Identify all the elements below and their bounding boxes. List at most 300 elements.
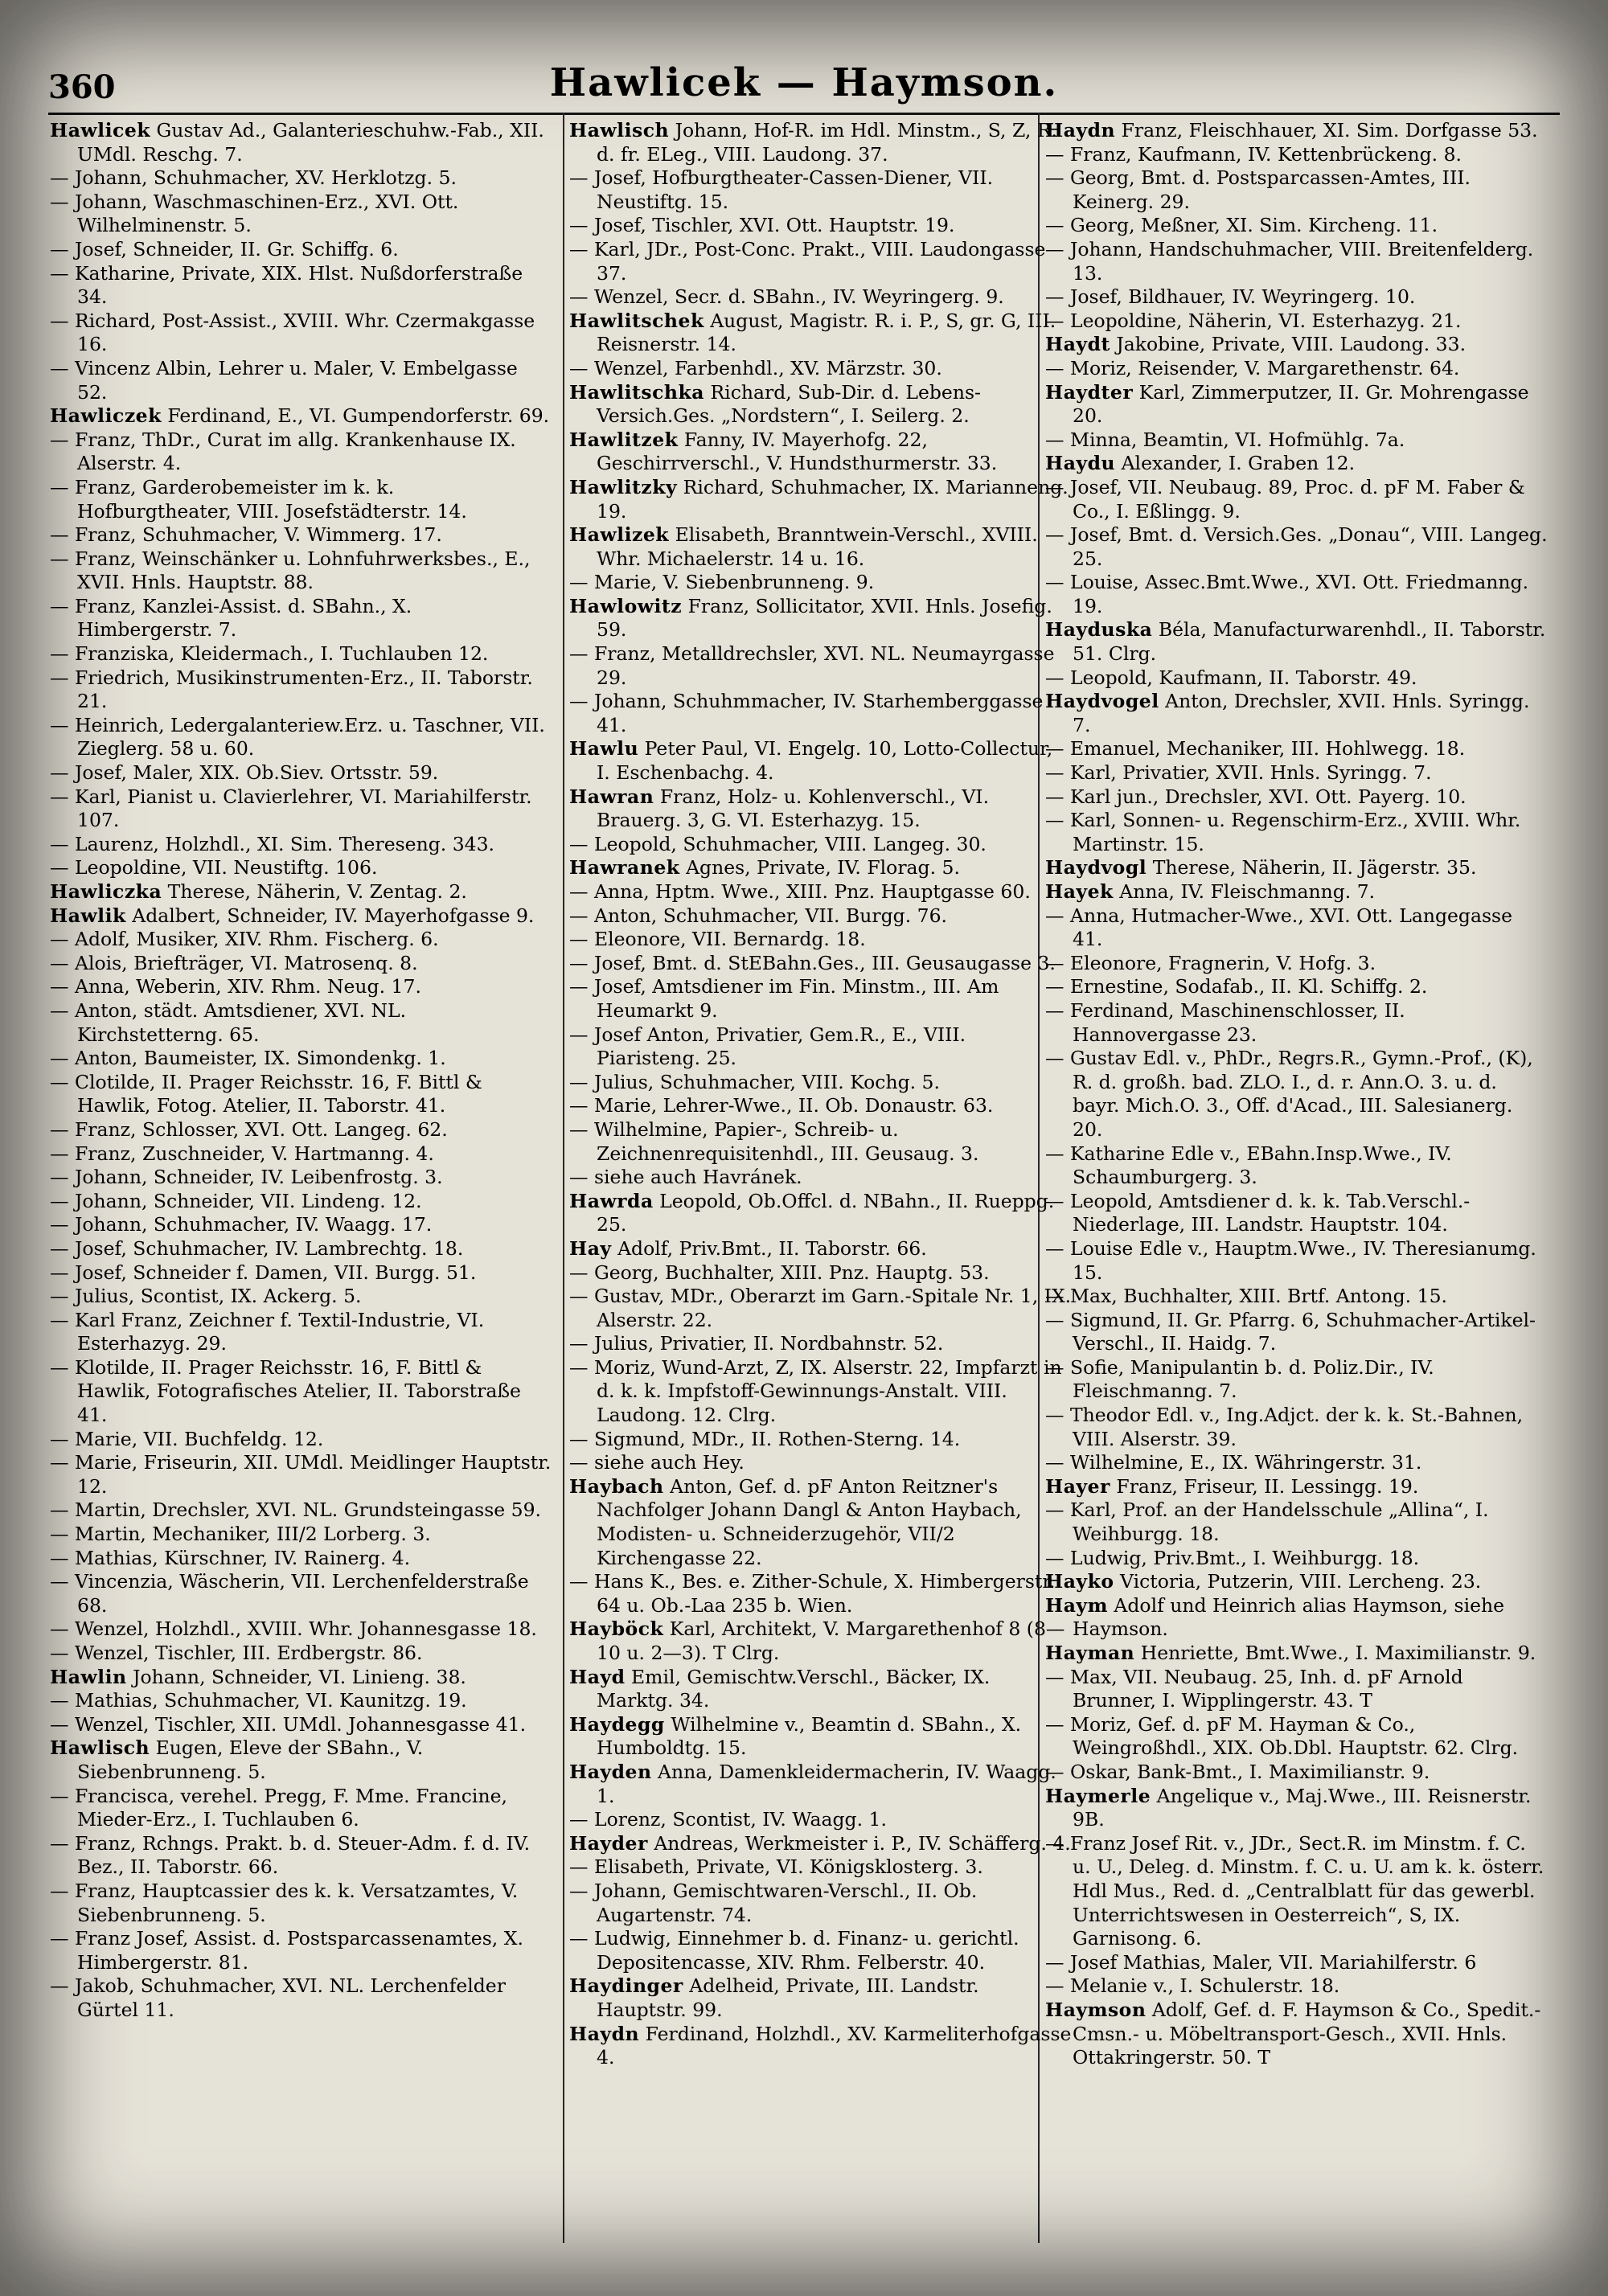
entry-text: — Karl, Sonnen- u. Regenschirm-Erz., XVIII. Whr. Martinstr. 15. [1045,809,1521,855]
entry-text: Jakobine, Private, VIII. Laudong. 33. [1110,333,1466,356]
entry-text: — Johann, Handschuhmacher, VIII. Breitenfelderg. 13. [1045,237,1534,285]
directory-entry [1045,333,1548,357]
entry-surname: Haydn [1045,119,1116,141]
entry-text: — Sofie, Manipulantin b. d. Poliz.Dir., IV. Fleischmanng. 7. [1045,1355,1434,1403]
entry-text: — Sigmund, MDr., II. Rothen-Sterng. 14. [569,1427,961,1450]
directory-entry [1045,1190,1548,1237]
entry-text: — Wenzel, Secr. d. SBahn., IV. Weyringerg. 9. [569,285,1004,309]
entry-text: — Franz, Weinschänker u. Lohnfuhrwerksbes., E., XVII. Hnls. Hauptstr. 88. [50,547,531,594]
entry-text: — Julius, Schuhmacher, VIII. Kochg. 5. [569,1070,940,1093]
directory-entry [50,880,552,904]
entry-text: — Clotilde, II. Prager Reichsstr. 16, F. Bittl & Hawlik, Fotog. Atelier, II. Taborstr. 41. [50,1070,482,1117]
entry-text: — Franz, Kanzlei-Assist. d. SBahn., X. Himbergerstr. 7. [50,594,412,642]
entry-surname: Hawlowitz [569,594,683,617]
directory-entry [569,1880,1072,1927]
directory-entry [1045,119,1548,143]
entry-text: Anton, Drechsler, XVII. Hnls. Syringg. 7. [1073,690,1530,736]
directory-entry [1045,1832,1548,1951]
entry-surname: Haydegg [569,1712,665,1736]
entry-surname: Hawlitzky [569,475,678,498]
directory-entry [1045,880,1548,904]
entry-text: — Ludwig, Priv.Bmt., I. Weihburgg. 18. [1045,1546,1420,1569]
directory-entry [50,1785,552,1832]
entry-surname: Hawliczek [50,404,162,428]
entry-text: — Franz, Garderobemeister im k. k. Hofburgtheater, VIII. Josefstädterstr. 14. [50,475,467,523]
entry-text: Franz, Holz- u. Kohlenverschl., VI. Brauerg. 3, G. VI. Esterhazyg. 15. [597,785,990,832]
entry-text: — Josef, Bmt. d. StEBahn.Ges., III. Geusaugasse 3. [569,951,1056,974]
entry-surname: Haydter [1045,380,1134,404]
entry-text: — Johann, Schneider, VII. Lindeng. 12. [50,1189,422,1212]
entry-surname: Hawlicek [50,119,151,141]
directory-entry [1045,809,1548,856]
entry-text: — Josef, Amtsdiener im Fin. Minstm., III. Am Heumarkt 9. [569,975,999,1022]
directory-entry [1045,785,1548,810]
entry-surname: Hawlisch [569,119,670,141]
directory-entry [50,1974,552,2022]
directory-entry [1045,1642,1548,1666]
directory-entry [50,856,552,880]
directory-entry [1045,952,1548,976]
entry-text: — Gustav, MDr., Oberarzt im Garn.-Spitale Nr. 1, IX. Alserstr. 22. [569,1285,1072,1331]
directory-entry [569,238,1072,285]
entry-text: Richard, Sub-Dir. d. Lebens-Versich.Ges. „Nordstern“, I. Seilerg. 2. [597,380,981,428]
entry-text: — Jakob, Schuhmacher, XVI. NL. Lerchenfelder Gürtel 11. [50,1974,506,2021]
directory-entry [50,1499,552,1523]
entry-surname: Hayer [1045,1474,1110,1498]
directory-entry [50,1927,552,1974]
entry-text: — Karl jun., Drechsler, XVI. Ott. Payerg. 10. [1045,785,1466,808]
directory-entry [50,547,552,595]
entry-text: — Sigmund, II. Gr. Pfarrg. 6, Schuhmacher-Artikel-Verschl., II. Haidg. 7. [1045,1308,1536,1355]
entry-text: — Vincenz Albin, Lehrer u. Maler, V. Embelgasse 52. [50,356,518,404]
entry-text: — Moriz, Reisender, V. Margarethenstr. 64. [1045,356,1460,379]
entry-text: — Louise, Assec.Bmt.Wwe., XVI. Ott. Friedmanng. 19. [1045,571,1529,617]
entry-surname: Haydt [1045,333,1110,356]
directory-entry [569,690,1072,737]
directory-entry [569,357,1072,381]
directory-entry [569,166,1072,214]
entry-text: — Anna, Hptm. Wwe., XIII. Pnz. Hauptgasse 60. [569,880,1031,903]
entry-text: — Laurenz, Holzhdl., XI. Sim. Thereseng. 343. [50,832,495,855]
directory-entry [50,595,552,642]
entry-text: Anna, IV. Fleischmanng. 7. [1113,880,1376,903]
directory-entry [50,975,552,999]
entry-text: — Emanuel, Mechaniker, III. Hohlwegg. 18. [1045,737,1466,761]
entry-text: — siehe auch Havránek. [569,1166,802,1189]
directory-entry [1045,975,1548,999]
entry-text: Franz, Sollicitator, XVII. Hnls. Josefig. 59. [597,594,1052,642]
entry-text: — Melanie v., I. Schulerstr. 18. [1045,1974,1340,1998]
entry-text: Béla, Manufacturwarenhdl., II. Taborstr. 51. Clrg. [1073,618,1546,666]
entry-text: — Max, Buchhalter, XIII. Brtf. Antong. 15. [1045,1285,1447,1308]
entry-text: Leopold, Ob.Offcl. d. NBahn., II. Rueppg. 25. [597,1189,1055,1236]
directory-entry [569,1094,1072,1118]
entry-text: — Julius, Scontist, IX. Ackerg. 5. [50,1285,362,1308]
directory-entry [569,1023,1072,1071]
entry-text: Anton, Gef. d. pF Anton Reitzner's Nachfolger Johann Dangl & Anton Haybach, Modisten- u. Schneiderzugehör, VII/2 Kirchengasse 22. [597,1474,1022,1569]
entry-text: — Leopoldine, Näherin, VI. Esterhazyg. 21. [1045,309,1462,332]
directory-entry [1045,1974,1548,1999]
directory-entry [569,476,1072,523]
entry-text: — Georg, Bmt. d. Postsparcassen-Amtes, III. Keinerg. 29. [1045,166,1471,213]
directory-entry [1045,1594,1548,1642]
entry-text: — Franziska, Kleidermach., I. Tuchlauben 12. [50,642,489,666]
directory-entry [569,1974,1072,2022]
entry-text: Alexander, I. Graben 12. [1115,452,1356,475]
directory-entry [50,1451,552,1499]
entry-text: Agnes, Private, IV. Florag. 5. [679,856,960,879]
entry-text: — Hans K., Bes. e. Zither-Schule, X. Himbergerstr. 64 u. Ob.-Laa 235 b. Wien. [569,1570,1056,1617]
entry-text: — Karl, JDr., Post-Conc. Prakt., VIII. Laudongasse 37. [569,237,1046,285]
directory-entry [569,1428,1072,1452]
directory-entry [50,1285,552,1309]
directory-entry [50,166,552,191]
directory-entry [50,666,552,714]
entry-text: — Marie, Lehrer-Wwe., II. Ob. Donaustr. 63. [569,1094,994,1117]
directory-entry [1045,1142,1548,1190]
directory-entry [569,1617,1072,1665]
entry-text: — Oskar, Bank-Bmt., I. Maximilianstr. 9. [1045,1760,1430,1783]
entry-text: Adolf, Priv.Bmt., II. Taborstr. 66. [611,1236,927,1260]
directory-entry [50,1642,552,1666]
entry-text: — Ludwig, Einnehmer b. d. Finanz- u. gerichtl. Depositencasse, XIV. Rhm. Felberstr. 40. [569,1927,1019,1974]
entry-surname: Hawlik [50,904,126,927]
directory-entry [1045,1785,1548,1832]
directory-entry [569,1761,1072,1808]
directory-entry [50,1356,552,1428]
entry-text: — Franz, Schlosser, XVI. Ott. Langeg. 62. [50,1117,448,1141]
directory-entry [50,761,552,785]
directory-entry [569,1118,1072,1166]
entry-text: — Leopold, Kaufmann, II. Taborstr. 49. [1045,666,1417,689]
directory-entry [50,1309,552,1356]
entry-text: — Adolf, Musiker, XIV. Rhm. Fischerg. 6. [50,928,439,951]
entry-text: Anna, Damenkleidermacherin, IV. Waagg. 1. [597,1760,1056,1807]
entry-surname: Hayböck [569,1617,664,1641]
directory-entry [50,642,552,666]
directory-entry [569,928,1072,952]
directory-entry [50,428,552,476]
entry-surname: Haybach [569,1474,664,1498]
entry-text: — Wenzel, Farbenhdl., XV. Märzstr. 30. [569,356,942,379]
column-1 [50,119,552,2023]
page-header [48,60,1560,117]
directory-entry [50,1190,552,1214]
directory-entry [569,214,1072,238]
entry-text: Henriette, Bmt.Wwe., I. Maximilianstr. 9. [1134,1642,1536,1664]
entry-surname: Hawran [569,785,654,808]
entry-text: — Franz, Metalldrechsler, XVI. NL. Neumayrgasse 29. [569,642,1055,689]
entry-text: — Franz, Schuhmacher, V. Wimmerg. 17. [50,523,442,547]
entry-text: — Josef, Schneider, II. Gr. Schiffg. 6. [50,237,399,260]
directory-entry [1045,357,1548,381]
entry-text: — Josef, VII. Neubaug. 89, Proc. d. pF M. Faber & Co., I. Eßlingg. 9. [1045,475,1525,523]
entry-text: — Anna, Hutmacher-Wwe., XVI. Ott. Langegasse 41. [1045,904,1513,951]
entry-text: — Elisabeth, Private, VI. Königsklosterg. 3. [569,1855,983,1879]
entry-surname: Hawlin [50,1665,127,1688]
directory-entry [569,1451,1072,1475]
directory-entry [569,1808,1072,1832]
entry-surname: Hayko [1045,1570,1114,1593]
directory-entry [1045,1356,1548,1404]
directory-entry [569,285,1072,310]
entry-text: — Mathias, Schuhmacher, VI. Kaunitzg. 19. [50,1689,467,1712]
entry-text: — Klotilde, II. Prager Reichsstr. 16, F. Bittl & Hawlik, Fotografisches Atelier, II. Taborstraße 41. [50,1355,521,1427]
entry-surname: Hayder [569,1831,648,1855]
entry-text: — Eleonore, VII. Bernardg. 18. [569,928,866,951]
directory-entry [569,571,1072,595]
directory-entry [569,1356,1072,1428]
entry-surname: Hayden [569,1760,652,1783]
entry-text: Franz, Fleischhauer, XI. Sim. Dorfgasse 53. [1115,119,1538,141]
directory-entry [1045,1285,1548,1309]
directory-entry [50,952,552,976]
header-rule [48,113,1560,115]
directory-entry [1045,571,1548,618]
directory-entry [569,1927,1072,1974]
directory-entry [50,1523,552,1547]
directory-entry [569,1071,1072,1095]
entry-text: — Vincenzia, Wäscherin, VII. Lerchenfelderstraße 68. [50,1570,529,1617]
directory-entry [1045,1047,1548,1142]
directory-entry [1045,214,1548,238]
directory-entry [569,523,1072,571]
entry-text: Adolf und Heinrich alias Haymson, siehe Haymson. [1073,1593,1505,1641]
directory-entry [50,262,552,310]
entry-text: — Josef, Maler, XIX. Ob.Siev. Ortsstr. 59. [50,761,439,785]
entry-text: — Anton, städt. Amtsdiener, XVI. NL. Kirchstetterng. 65. [50,998,407,1046]
entry-surname: Hayman [1045,1642,1135,1664]
directory-entry [50,1237,552,1261]
directory-entry [50,1547,552,1571]
directory-entry [569,785,1072,833]
directory-entry [569,1285,1072,1332]
directory-entry [50,238,552,262]
entry-text: — Josef, Schuhmacher, IV. Lambrechtg. 18. [50,1236,464,1260]
directory-entry [1045,476,1548,523]
entry-text: Andreas, Werkmeister i. P., IV. Schäfferg. 4. [647,1831,1071,1855]
entry-text: — Johann, Schuhmacher, XV. Herklotzg. 5. [50,166,457,190]
entry-text: — Minna, Beamtin, VI. Hofmühlg. 7a. [1045,428,1405,451]
directory-entry [50,1570,552,1617]
entry-text: — Josef Anton, Privatier, Gem.R., E., VIII. Piaristeng. 25. [569,1023,966,1070]
directory-entry [569,1166,1072,1190]
directory-entry [1045,285,1548,310]
directory-entry [569,381,1072,428]
entry-surname: Hawlitschek [569,309,704,332]
directory-entry [50,928,552,952]
entry-surname: Haydinger [569,1974,683,1998]
directory-entry [1045,1547,1548,1571]
entry-text: — Martin, Mechaniker, III/2 Lorberg. 3. [50,1523,431,1546]
directory-entry [1045,523,1548,571]
directory-entry [50,833,552,857]
entry-text: — Katharine Edle v., EBahn.Insp.Wwe., IV. Schaumburgerg. 3. [1045,1142,1452,1189]
entry-surname: Hawrda [569,1189,654,1212]
entry-text: — Josef, Schneider f. Damen, VII. Burgg. 51. [50,1261,477,1284]
entry-text: Wilhelmine v., Beamtin d. SBahn., X. Humboldtg. 15. [597,1712,1022,1760]
directory-entry [50,1617,552,1642]
directory-entry [1045,666,1548,691]
entry-surname: Haydn [569,2022,640,2045]
entry-text: August, Magistr. R. i. P., S, gr. G, III. Reisnerstr. 14. [597,309,1056,356]
directory-entry [50,1261,552,1285]
directory-entry [569,975,1072,1023]
entry-text: — Marie, VII. Buchfeldg. 12. [50,1427,324,1450]
directory-entry [569,1332,1072,1356]
entry-text: Emil, Gemischtw.Verschl., Bäcker, IX. Marktg. 34. [597,1665,991,1712]
directory-entry [569,1855,1072,1880]
directory-entry [50,523,552,547]
entry-text: — Anna, Weberin, XIV. Rhm. Neug. 17. [50,975,421,998]
directory-entry [569,2023,1072,2070]
entry-text: — Leopold, Schuhmacher, VIII. Langeg. 30. [569,832,987,855]
entry-surname: Haydvogl [1045,856,1147,879]
entry-text: — Theodor Edl. v., Ing.Adjct. der k. k. St.-Bahnen, VIII. Alserstr. 39. [1045,1404,1524,1450]
entry-text: Elisabeth, Branntwein-Verschl., XVIII. Whr. Michaelerstr. 14 u. 16. [597,523,1038,570]
entry-text: — Georg, Buchhalter, XIII. Pnz. Hauptg. 53. [569,1261,990,1284]
column-divider [563,113,564,2243]
entry-text: Fanny, IV. Mayerhofg. 22, Geschirrverschl., V. Hundsthurmerstr. 33. [597,428,998,475]
directory-entry [1045,1666,1548,1713]
directory-entry [1045,761,1548,785]
directory-entry [50,119,552,166]
directory-entry [1045,1237,1548,1285]
directory-entry [1045,1451,1548,1475]
entry-text: — Karl Franz, Zeichner f. Textil-Industrie, VI. Esterhazyg. 29. [50,1308,485,1355]
entry-text: — Mathias, Kürschner, IV. Rainerg. 4. [50,1546,411,1569]
column-2 [569,119,1072,2070]
entry-text: — Richard, Post-Assist., XVIII. Whr. Czermakgasse 16. [50,309,535,356]
directory-entry [569,833,1072,857]
directory-entry [50,714,552,761]
directory-entry [50,1689,552,1713]
directory-entry [569,952,1072,976]
directory-entry [50,1047,552,1071]
entry-text: Richard, Schuhmacher, IX. Marianneng. 19. [597,475,1069,523]
entry-text: Franz, Friseur, II. Lessingg. 19. [1110,1474,1419,1498]
entry-text: Johann, Schneider, VI. Linieng. 38. [126,1665,466,1688]
directory-entry [1045,238,1548,285]
entry-text: — Ferdinand, Maschinenschlosser, II. Hannovergasse 23. [1045,998,1405,1046]
directory-entry [1045,618,1548,666]
entry-text: — Johann, Schuhmmacher, IV. Starhemberggasse 41. [569,690,1044,736]
directory-entry [569,904,1072,929]
directory-entry [569,856,1072,880]
entry-text: Adelheid, Private, III. Landstr. Hauptstr. 99. [597,1974,979,2021]
entry-text: — Leopold, Amtsdiener d. k. k. Tab.Verschl.-Niederlage, III. Landstr. Hauptstr. 104. [1045,1189,1471,1236]
entry-text: — Ernestine, Sodafab., II. Kl. Schiffg. 2. [1045,975,1428,998]
directory-entry [50,476,552,523]
entry-text: — Heinrich, Ledergalanteriew.Erz. u. Taschner, VII. Zieglerg. 58 u. 60. [50,713,545,761]
entry-text: — Marie, Friseurin, XII. UMdl. Meidlinger Hauptstr. 12. [50,1451,552,1498]
directory-entry [50,191,552,238]
directory-entry [50,785,552,833]
entry-surname: Hayduska [1045,618,1153,642]
directory-entry [50,1142,552,1166]
entry-text: — Karl, Prof. an der Handelsschule „Allina“, I. Weihburgg. 18. [1045,1499,1489,1546]
entry-surname: Hawlitschka [569,380,705,404]
entry-text: — Marie, V. Siebenbrunneng. 9. [569,571,875,594]
entry-surname: Hay [569,1236,612,1260]
column-3 [1045,119,1548,2070]
entry-surname: Hawlizek [569,523,670,547]
directory-entry [1045,1761,1548,1785]
directory-entry [50,1736,552,1784]
entry-surname: Hawranek [569,856,680,879]
directory-entry [569,1190,1072,1237]
entry-text: Gustav Ad., Galanterieschuhw.-Fab., XII. UMdl. Reschg. 7. [77,119,544,166]
entry-text: — Alois, Briefträger, VI. Matrosenq. 8. [50,951,418,974]
directory-entry [1045,999,1548,1047]
entry-text: — Josef, Bmt. d. Versich.Ges. „Donau“, VIII. Langeg. 25. [1045,523,1548,570]
page-number: 360 [48,68,116,106]
directory-entry [1045,452,1548,476]
entry-text: Therese, Näherin, V. Zentag. 2. [162,880,467,903]
entry-text: — Friedrich, Musikinstrumenten-Erz., II. Taborstr. 21. [50,666,533,713]
directory-entry [1045,166,1548,214]
entry-surname: Haymerle [1045,1784,1151,1807]
entry-text: — Wilhelmine, Papier-, Schreib- u. Zeichnenrequisitenhdl., III. Geusaug. 3. [569,1117,979,1165]
entry-text: — Louise Edle v., Hauptm.Wwe., IV. Theresianumg. 15. [1045,1236,1536,1284]
directory-entry [1045,1499,1548,1546]
entry-text: — Franz, Kaufmann, IV. Kettenbrückeng. 8. [1045,142,1462,166]
entry-text: — Franz, Rchngs. Prakt. b. d. Steuer-Adm. f. d. IV. Bez., II. Taborstr. 66. [50,1831,531,1879]
entry-surname: Haym [1045,1593,1108,1617]
entry-text: Therese, Näherin, II. Jägerstr. 35. [1147,856,1477,879]
directory-entry [569,1570,1072,1617]
entry-text: — Josef, Hofburgtheater-Cassen-Diener, VII. Neustiftg. 15. [569,166,994,213]
entry-text: — Johann, Waschmaschinen-Erz., XVI. Ott. Wilhelminenstr. 5. [50,190,459,237]
directory-entry [50,1713,552,1737]
entry-text: — Katharine, Private, XIX. Hlst. Nußdorferstraße 34. [50,261,523,309]
entry-text: Ferdinand, E., VI. Gumpendorferstr. 69. [161,404,550,428]
page-title: Hawlicek — Haymson. [549,60,1059,105]
entry-text: Angelique v., Maj.Wwe., III. Reisnerstr. 9B. [1073,1784,1532,1831]
entry-text: — Georg, Meßner, XI. Sim. Kircheng. 11. [1045,214,1438,237]
entry-text: — Karl, Pianist u. Clavierlehrer, VI. Mariahilferstr. 107. [50,785,532,832]
entry-text: Eugen, Eleve der SBahn., V. Siebenbrunneng. 5. [77,1736,424,1783]
directory-entry [1045,1309,1548,1356]
entry-text: — Wenzel, Tischler, III. Erdbergstr. 86. [50,1642,423,1664]
entry-text: — Gustav Edl. v., PhDr., Regrs.R., Gymn.-Prof., (K), R. d. großh. bad. ZLO. I., d. r. Ann.O. 3. u. d. bayr. Mich.O. 3., Off. d'Acad., III. Salesianerg. 20. [1045,1047,1533,1141]
directory-entry [50,1880,552,1927]
directory-entry [1045,737,1548,761]
directory-entry [569,119,1072,166]
directory-entry [569,1475,1072,1570]
entry-surname: Hawlitzek [569,428,679,451]
entry-text: Karl, Zimmerputzer, II. Gr. Mohrengasse 20. [1073,380,1529,428]
directory-entry [1045,310,1548,334]
directory-entry [50,1832,552,1880]
directory-entry [1045,904,1548,952]
entry-text: — Johann, Schneider, IV. Leibenfrostg. 3. [50,1166,443,1189]
entry-text: — Wenzel, Holzhdl., XVIII. Whr. Johannesgasse 18. [50,1617,537,1641]
entry-text: — Franz Josef, Assist. d. Postsparcassenamtes, X. Himbergerstr. 81. [50,1927,523,1974]
entry-text: — Franz, Hauptcassier des k. k. Versatzamtes, V. Siebenbrunneng. 5. [50,1879,519,1926]
directory-entry [569,595,1072,642]
entry-text: — Franz Josef Rit. v., JDr., Sect.R. im Minstm. f. C. u. U., Deleg. d. Minstm. f. C. u. U. am k. k. österr. Hdl Mus., Red. d. „Centralblatt für das gewerbl. Unterrichtswesen in Oesterreich“, S, IX. Garnisong. 6. [1045,1831,1544,1950]
entry-text: — Moriz, Wund-Arzt, Z, IX. Alserstr. 22, Impfarzt in d. k. k. Impfstoff-Gewinnungs-Anstalt. VIII. Laudong. 12. Clrg. [569,1355,1062,1427]
directory-entry [50,1213,552,1237]
directory-entry [50,999,552,1047]
entry-text: — Wenzel, Tischler, XII. UMdl. Johannesgasse 41. [50,1712,527,1736]
entry-text: — Julius, Privatier, II. Nordbahnstr. 52. [569,1332,944,1355]
directory-entry [50,1428,552,1452]
entry-text: Karl, Architekt, V. Margarethenhof 8 (8—10 u. 2—3). T Clrg. [597,1617,1065,1664]
directory-entry [569,1832,1072,1856]
directory-entry [1045,690,1548,737]
